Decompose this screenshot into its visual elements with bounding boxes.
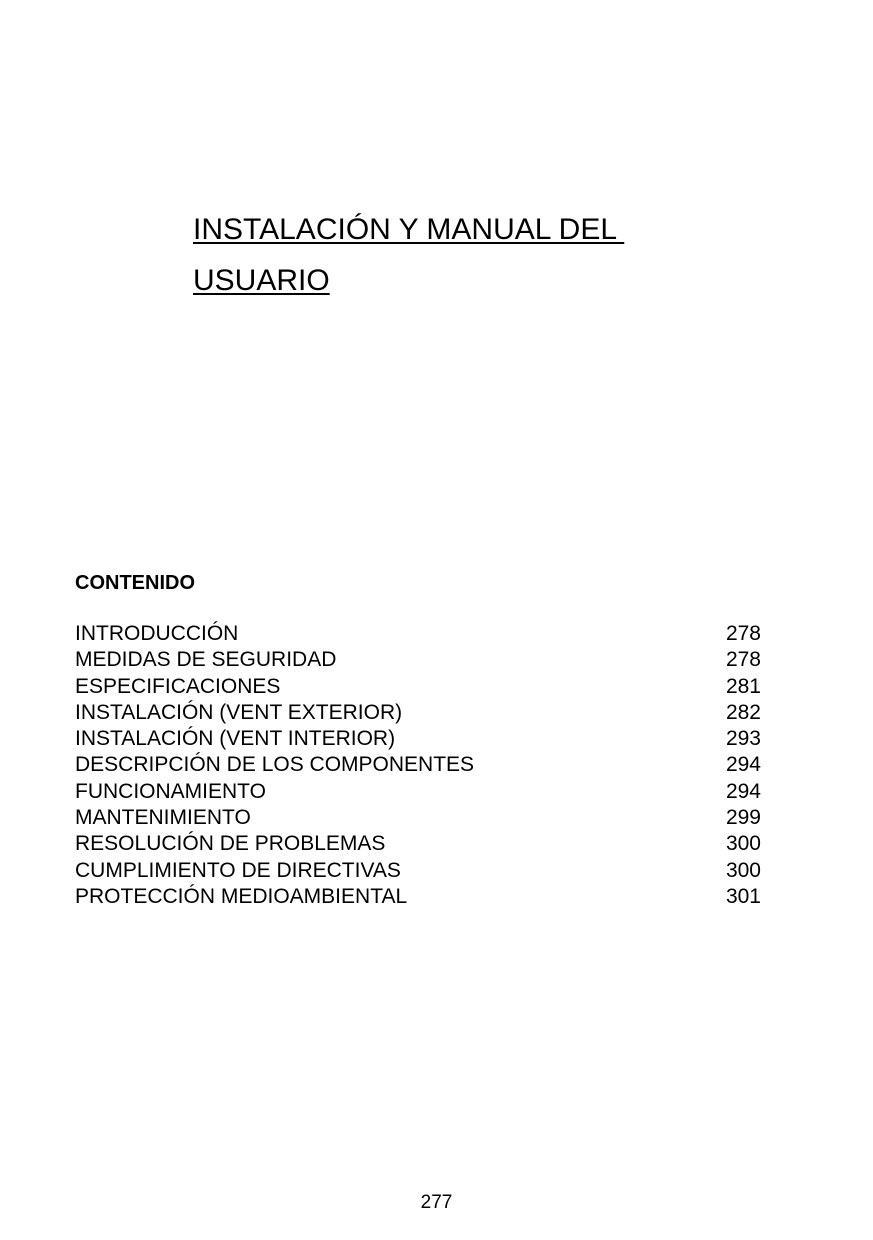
toc-entry xyxy=(75,858,761,884)
document-title-line-1: INSTALACIÓN Y MANUAL DEL xyxy=(193,213,625,246)
toc-entry-page: 282 xyxy=(725,700,761,724)
toc-entry-label: MEDIDAS DE SEGURIDAD xyxy=(75,648,337,672)
toc-entry xyxy=(75,700,761,726)
toc-entry xyxy=(75,884,761,910)
toc-entry-page: 278 xyxy=(725,648,761,672)
toc-entry-page: 300 xyxy=(725,832,761,856)
toc-entry-label: RESOLUCIÓN DE PROBLEMAS xyxy=(75,832,386,856)
toc-entry xyxy=(75,647,761,673)
table-of-contents xyxy=(75,621,761,910)
toc-entry-label: MANTENIMIENTO xyxy=(75,806,251,830)
document-title-line-2: USUARIO xyxy=(193,264,330,297)
toc-entry xyxy=(75,752,761,778)
toc-entry xyxy=(75,831,761,857)
toc-entry-page: 294 xyxy=(725,753,761,777)
toc-entry-page: 294 xyxy=(725,779,761,803)
toc-entry xyxy=(75,805,761,831)
toc-entry-label: INTRODUCCIÓN xyxy=(75,622,239,645)
toc-entry xyxy=(75,779,761,805)
toc-entry-page: 281 xyxy=(725,674,761,698)
contents-heading: CONTENIDO xyxy=(75,572,195,594)
toc-entry-page: 300 xyxy=(725,858,761,882)
toc-entry-label: DESCRIPCIÓN DE LOS COMPONENTES xyxy=(75,753,475,777)
toc-entry xyxy=(75,621,761,647)
toc-entry-label: INSTALACIÓN (VENT EXTERIOR) xyxy=(75,700,403,724)
toc-entry xyxy=(75,726,761,752)
toc-entry-page: 293 xyxy=(725,727,761,751)
toc-entry-page: 301 xyxy=(725,884,761,908)
toc-entry-label: PROTECCIÓN MEDIOAMBIENTAL xyxy=(75,884,408,908)
toc-entry-label: FUNCIONAMIENTO xyxy=(75,779,266,803)
toc-entry-page: 299 xyxy=(725,806,761,830)
toc-entry-label: CUMPLIMIENTO DE DIRECTIVAS xyxy=(75,858,401,882)
toc-entry xyxy=(75,674,761,700)
toc-entry-page: 278 xyxy=(725,622,761,645)
toc-entry-label: INSTALACIÓN (VENT INTERIOR) xyxy=(75,727,396,751)
page-number: 277 xyxy=(420,1192,453,1213)
toc-entry-label: ESPECIFICACIONES xyxy=(75,674,281,698)
